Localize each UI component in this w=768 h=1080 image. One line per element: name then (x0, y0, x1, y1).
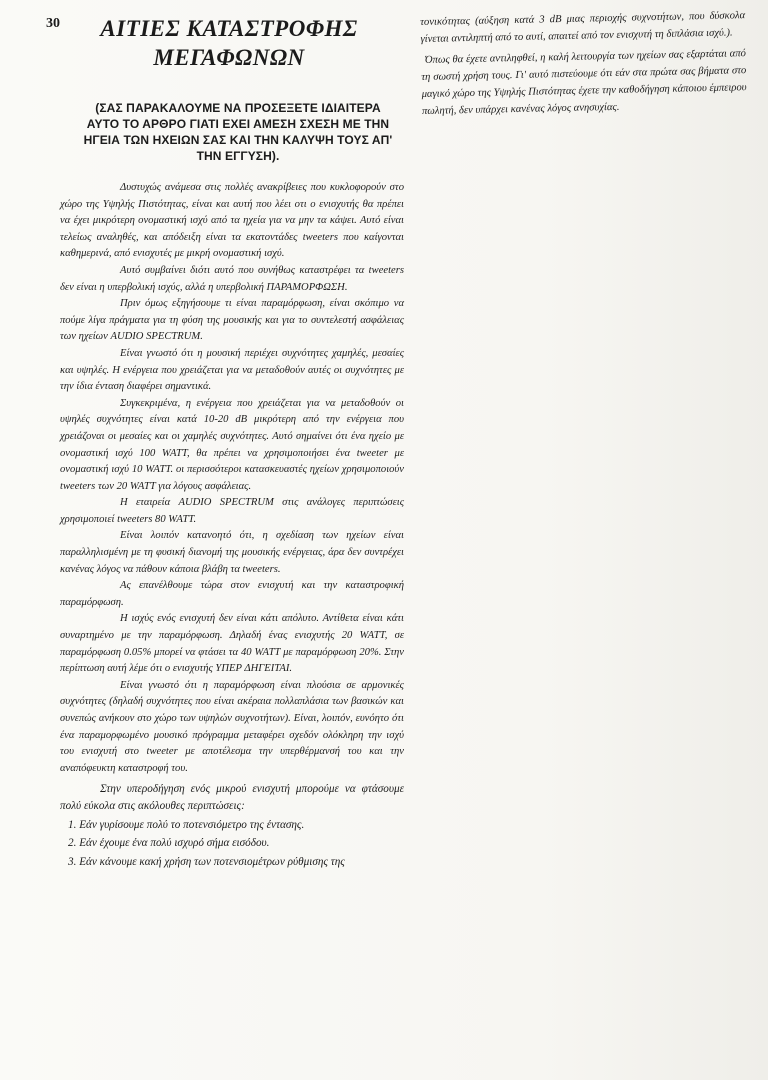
list-item: 3. Εάν κάνουμε κακή χρήση των ποτενσιομέτρων ρύθμισης της (68, 855, 345, 868)
title-line-1: ΑΙΤΙΕΣ ΚΑΤΑΣΤΡΟΦΗΣ (100, 16, 358, 41)
page-number: 30 (46, 16, 60, 31)
list-item: 2. Εάν έχουμε ένα πολύ ισχυρό σήμα εισόδου. (68, 837, 270, 850)
paragraph: Ας επανέλθουμε τώρα στον ενισχυτή και την καταστροφική παραμόρφωση. (60, 580, 404, 608)
paragraph: Συγκεκριμένα, η ενέργεια που χρειάζεται για να μεταδοθούν οι υψηλές συχνότητες είναι κατά 10-20 dB μικρότερη από την ενέργεια που χρειάζοναι οι μεσαίες και οι χαμηλές συχνότητες. Αυτό σημαίνει ότι ένα ηχείο με ονομαστική ισχύ 100 WATT, θα πρέπει να χρησιμοποιήσει ένα tweeter με ονομαστική ισχύ 10 WATT. οι περισσότεροι κατασκευαστές ηχείων χρησιμοποιούν tweeters των 20 WATT για λόγους ασφάλειας. (60, 397, 404, 492)
title-line-2: ΜΕΓΑΦΩΝΩΝ (153, 45, 305, 70)
paragraph: Η εταιρεία AUDIO SPECTRUM στις ανάλογες περιπτώσεις χρησιμοποιεί tweeters 80 WATT. (60, 497, 404, 525)
paragraph: Είναι γνωστό ότι η μουσική περιέχει συχνότητες χαμηλές, μεσαίες και υψηλές. Η ενέργεια που χρειάζεται για να μεταδοθούν αυτές οι συχνότητες με την ίδια ένταση διαφέρει σημαντικά. (60, 347, 404, 393)
left-column (54, 14, 404, 870)
warning-notice: (ΣΑΣ ΠΑΡΑΚΑΛΟΥΜΕ ΝΑ ΠΡΟΣΕΞΕΤΕ ΙΔΙΑΙΤΕΡΑ ΑΥΤΟ ΤΟ ΑΡΘΡΟ ΓΙΑΤΙ ΕΧΕΙ ΑΜΕΣΗ ΣΧΕΣΗ ΜΕ ΤΗΝ ΗΓΕΙΑ ΤΩΝ ΗΧΕΙΩΝ ΣΑΣ ΚΑΙ ΤΗΝ ΚΑΛΥΨΗ ΤΟΥΣ ΑΠ' ΤΗΝ ΕΓΓΥΣΗ). (83, 101, 393, 163)
paragraph: Αυτό συμβαίνει διότι αυτό που συνήθως καταστρέφει τα tweeters δεν είναι η υπερβολική ισχύς, αλλά η υπερβολική ΠΑΡΑΜΟΡΦΩΣΗ. (60, 264, 404, 293)
paragraph: Πριν όμως εξηγήσουμε τι είναι παραμόρφωση, είναι σκόπιμο να πούμε λίγα πράγματα για τη φύση της μουσικής και για το συντελεστή ασφάλειας των ηχείων AUDIO SPECTRUM. (60, 298, 404, 343)
paragraph: Η ισχύς ενός ενισχυτή δεν είναι κάτι απόλυτο. Αντίθετα είναι κάτι συναρτημένο με την παραμόρφωση. Δηλαδή ένας ενισχυτής 20 WATT, σε παραμόρφωση 0.05% μπορεί να φτάσει τα 40 WATT με παραμόρφωση 20%. Στην περίπτωση αυτή λέμε ότι ο ενισχυτής ΥΠΕΡ ΔΗΓΕΙΤΑΙ. (60, 613, 404, 675)
article-title (54, 14, 404, 72)
article-body (54, 180, 404, 870)
list-item: 1. Εάν γυρίσουμε πολύ το ποτενσιόμετρο της έντασης. (68, 818, 305, 831)
paragraph: Δυστυχώς ανάμεσα στις πολλές ανακρίβειες που κυκλοφορούν στο χώρο της Υψηλής Πιστότητας, είναι και αυτή που λέει οτι ο ενισχυτής θα πρέπει να έχει μικρότερη ονομαστική ισχύ από τα ηχεία για να μην τα κάψει. Αυτό είναι τελείως αναληθές, και απόδειξη είναι τα εκατοντάδες tweeters που καίγονται καθημερινά, από ενισχυτές με μικρή ονομαστική ισχύ. (60, 182, 404, 260)
closing-paragraph: Όπως θα έχετε αντιληφθεί, η καλή λειτουργία των ηχείων σας εξαρτάται από τη σωστή χρήση τους. Γι' αυτό πιστεύουμε ότι εάν στα πρώτα σας βήματα στο μαγικό χώρο της Υψηλής Πιστότητας έχετε την καθοδήγηση κάποιου έμπειρου πωλητή, δεν υπάρχει κανένας λόγος ανησυχίας. (421, 48, 747, 117)
paragraph: Είναι γνωστό ότι η παραμόρφωση είναι πλούσια σε αρμονικές συχνότητες (δηλαδή συχνότητες που είναι ακέραια πολλαπλάσια των βασικών και συνεπώς ανήκουν στο χώρο των υψηλών συχνοτήτων). Είναι, λοιπόν, ευνόητο ότι ένα παραμορφωμένο μουσικό πρόγραμμα μεταφέρει σχεδόν ολόκληρη την ισχύ του ενισχυτή στο tweeter με αποτέλεσμα την υπερθέρμανσή του και την αναπόφευκτη καταστροφή του. (60, 679, 404, 774)
right-column (420, 7, 747, 124)
continued-paragraph: τονικότητας (αύξηση κατά 3 dB μιας περιοχής συχνοτήτων, που δύσκολα γίνεται αντιληπτή από το αυτί, απαιτεί από τον ενισχυτή τη διπλάσια ισχύ.). (420, 10, 746, 45)
paragraph: Είναι λοιπόν κατανοητό ότι, η σχεδίαση των ηχείων είναι παραλληλισμένη με τη φυσική διανομή της μουσικής ενέργειας, άρα δεν συντρέχει κανένας λόγος να πάθουν κάποια βλάβη τα tweeters. (60, 530, 404, 575)
list-lead-in: Στην υπεροδήγηση ενός μικρού ενισχυτή μπορούμε να φτάσουμε πολύ εύκολα στις ακόλουθες περιπτώσεις: (60, 783, 404, 812)
